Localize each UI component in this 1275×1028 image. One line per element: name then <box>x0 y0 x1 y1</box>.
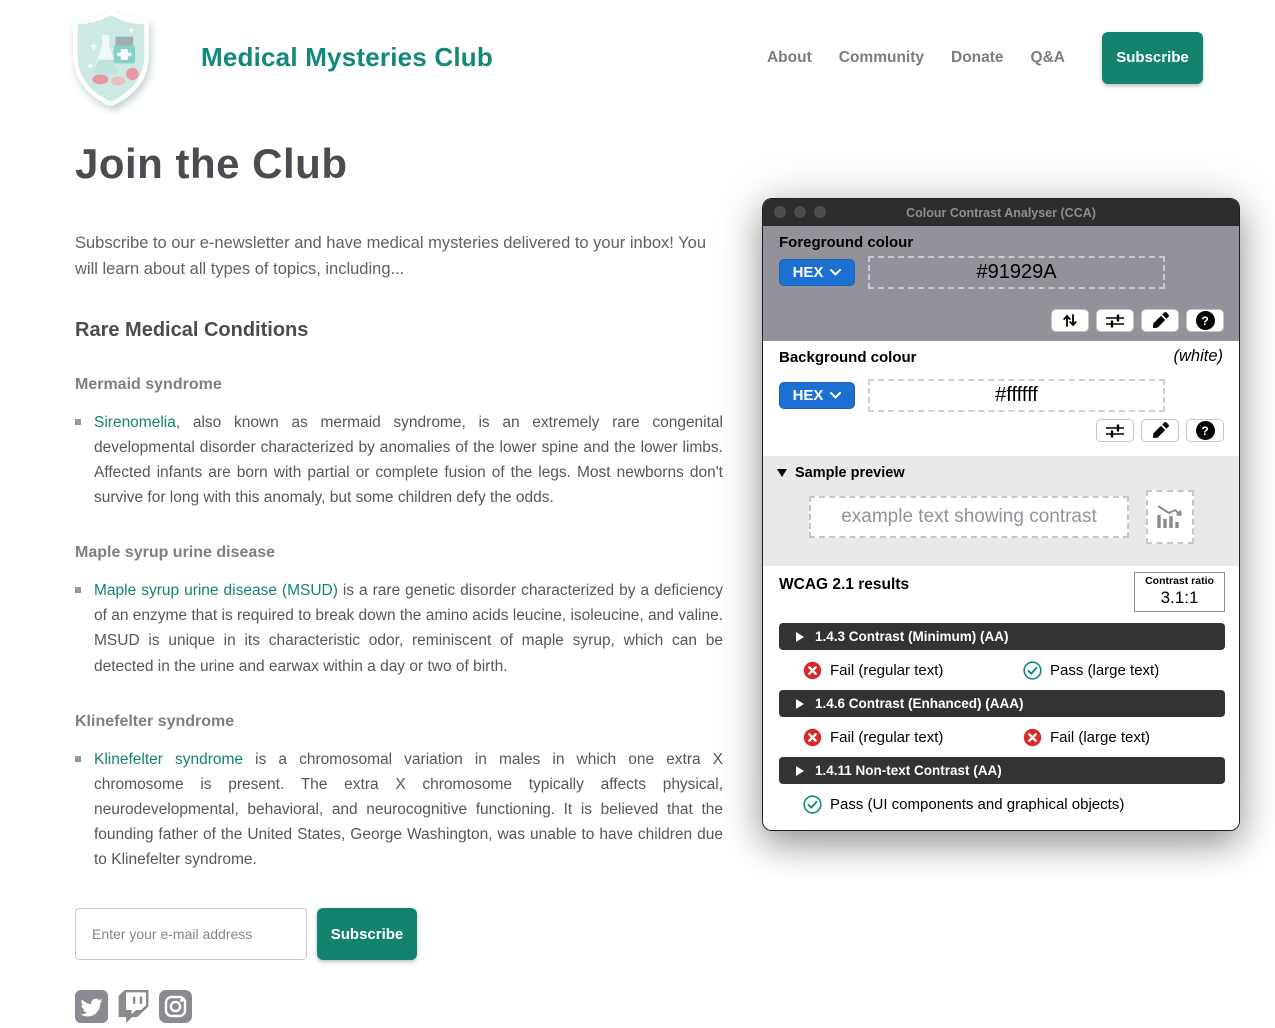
eyedropper-icon <box>1152 422 1169 439</box>
swap-arrows-icon <box>1061 313 1079 328</box>
criterion-heading: 1.4.6 Contrast (Enhanced) (AAA) <box>815 696 1024 711</box>
window-traffic-lights[interactable] <box>774 206 826 218</box>
email-input[interactable] <box>75 908 307 960</box>
expand-triangle-icon <box>796 766 804 776</box>
condition-maple-syrup-urine-disease <box>75 544 723 678</box>
site-title: Medical Mysteries Club <box>201 42 493 72</box>
format-value: HEX <box>792 264 824 281</box>
background-colour-input[interactable] <box>868 379 1165 412</box>
expand-triangle-icon <box>796 632 804 642</box>
wcag-results-section <box>763 566 1239 831</box>
condition-text: is a rare genetic disorder characterized by a deficiency of an enzyme that is required to break down the amino acids leucine, isoleucine, and valine. MSUD is unique in its characteristic odor, reminiscent of maple syrup, which can be detected in the urine and earwax within a day or two of birth. <box>94 582 724 675</box>
condition-description <box>75 410 723 510</box>
background-sliders-button[interactable] <box>1096 419 1134 442</box>
chevron-down-icon <box>830 392 841 399</box>
fail-icon <box>803 661 822 680</box>
sample-preview-header[interactable] <box>777 465 905 481</box>
result-item <box>1023 661 1159 680</box>
condition-text: is a chromosomal variation in males in which one extra X chromosome is present. The extra X chromosome typically affects physical, neurodevelopmental, behavioral, and neurocognitive functioning. It is believed that the founding father of the United States, George Washington, was unable to have children due to Klinefelter syndrome. <box>94 750 724 869</box>
criterion-1411-bar[interactable] <box>779 757 1225 784</box>
nav-about[interactable]: About <box>766 48 812 66</box>
sirenomelia-link[interactable]: Sirenomelia <box>94 413 176 431</box>
wcag-results-title: WCAG 2.1 results <box>779 576 910 593</box>
cca-window <box>762 198 1240 831</box>
window-title: Colour Contrast Analyser (CCA) <box>906 205 1096 220</box>
result-item <box>803 795 1124 814</box>
contrast-ratio-box <box>1134 572 1225 612</box>
eyedropper-icon <box>1152 312 1169 329</box>
collapse-triangle-icon <box>777 469 787 477</box>
fail-icon <box>1023 728 1042 747</box>
question-mark-icon: ? <box>1196 421 1215 440</box>
criterion-146-bar[interactable] <box>779 690 1225 717</box>
foreground-label: Foreground colour <box>779 234 914 251</box>
nav-qa[interactable]: Q&A <box>1030 48 1065 66</box>
zoom-window-icon[interactable] <box>814 206 826 218</box>
foreground-sliders-button[interactable] <box>1096 309 1134 332</box>
condition-heading: Maple syrup urine disease <box>75 544 276 562</box>
format-value: HEX <box>792 387 824 404</box>
background-colour-name-hint: (white) <box>1173 347 1223 365</box>
pass-icon <box>803 795 822 814</box>
instagram-icon[interactable] <box>159 990 192 1023</box>
swap-colours-button[interactable] <box>1051 309 1089 332</box>
criterion-143-results <box>779 650 1225 690</box>
foreground-format-select[interactable] <box>779 259 855 286</box>
site-header <box>0 0 1275 105</box>
foreground-eyedropper-button[interactable] <box>1141 309 1179 332</box>
expand-triangle-icon <box>796 699 804 709</box>
page-title: Join the Club <box>75 140 348 187</box>
close-window-icon[interactable] <box>774 206 786 218</box>
sample-preview-section <box>763 456 1239 566</box>
sliders-icon <box>1105 313 1125 329</box>
result-label: Fail (regular text) <box>830 728 944 746</box>
criterion-146-results <box>779 717 1225 757</box>
sample-preview-label: Sample preview <box>795 465 905 481</box>
club-logo <box>63 10 159 106</box>
criterion-143-bar[interactable] <box>779 623 1225 650</box>
question-mark-icon: ? <box>1196 311 1215 330</box>
fail-icon <box>803 728 822 747</box>
condition-description <box>75 578 723 678</box>
nav-donate[interactable]: Donate <box>951 48 1004 66</box>
contrast-ratio-value: 3.1:1 <box>1160 588 1199 607</box>
result-item <box>1023 728 1150 747</box>
criterion-heading: 1.4.3 Contrast (Minimum) (AA) <box>815 629 1009 644</box>
minimize-window-icon[interactable] <box>794 206 806 218</box>
contrast-ratio-label: Contrast ratio <box>1145 575 1214 587</box>
social-links <box>75 990 723 1023</box>
result-item <box>803 661 1023 680</box>
bar-chart-icon <box>1155 502 1185 532</box>
twitch-icon[interactable] <box>117 990 150 1023</box>
pass-icon <box>1023 661 1042 680</box>
form-subscribe-button[interactable]: Subscribe <box>317 908 417 960</box>
header-subscribe-button[interactable]: Subscribe <box>1102 32 1203 84</box>
background-format-select[interactable] <box>779 382 855 409</box>
result-label: Fail (large text) <box>1050 728 1151 746</box>
result-label: Fail (regular text) <box>830 661 944 679</box>
criterion-1411-results <box>779 784 1225 824</box>
condition-heading: Klinefelter syndrome <box>75 712 235 730</box>
result-item <box>803 728 1023 747</box>
criterion-heading: 1.4.11 Non-text Contrast (AA) <box>815 763 1002 778</box>
result-label: Pass (large text) <box>1050 661 1160 679</box>
chevron-down-icon <box>830 269 841 276</box>
condition-heading: Mermaid syndrome <box>75 375 222 393</box>
section-title: Rare Medical Conditions <box>75 318 309 341</box>
main-nav <box>767 32 1203 84</box>
result-label: Pass (UI components and graphical objects) <box>830 795 1125 813</box>
condition-mermaid-syndrome <box>75 376 723 510</box>
condition-text: , also known as mermaid syndrome, is an extremely rare congenital developmental disorder characterized by anomalies of the lower spine and the lower limbs. Affected infants are born with partial or complete fusion of the legs. Most newborns don't survive for long with this anomaly, but some children defy the odds. <box>94 413 723 507</box>
msud-link[interactable]: Maple syrup urine disease (MSUD) <box>94 582 338 600</box>
condition-description <box>75 747 723 873</box>
shield-logo-icon <box>63 10 159 106</box>
foreground-colour-input[interactable] <box>868 256 1165 289</box>
background-help-button[interactable] <box>1186 419 1224 442</box>
newsletter-signup-form <box>75 908 723 960</box>
intro-paragraph: Subscribe to our e-newsletter and have medical mysteries delivered to your inbox! You will learn about all types of topics, including... <box>75 234 707 279</box>
condition-klinefelter-syndrome <box>75 713 723 873</box>
klinefelter-link[interactable]: Klinefelter syndrome <box>94 750 244 768</box>
background-label: Background colour <box>779 349 917 366</box>
foreground-help-button[interactable] <box>1186 309 1224 332</box>
sample-text-preview: example text showing contrast <box>809 496 1129 538</box>
twitter-icon[interactable] <box>75 990 108 1023</box>
background-eyedropper-button[interactable] <box>1141 419 1179 442</box>
background-colour-section <box>763 341 1239 456</box>
cca-titlebar[interactable] <box>763 199 1239 226</box>
foreground-colour-section <box>763 226 1239 341</box>
main-content <box>75 130 723 1023</box>
sliders-icon <box>1105 423 1125 439</box>
nav-community[interactable]: Community <box>838 48 924 66</box>
sample-graph-preview[interactable] <box>1146 490 1194 544</box>
